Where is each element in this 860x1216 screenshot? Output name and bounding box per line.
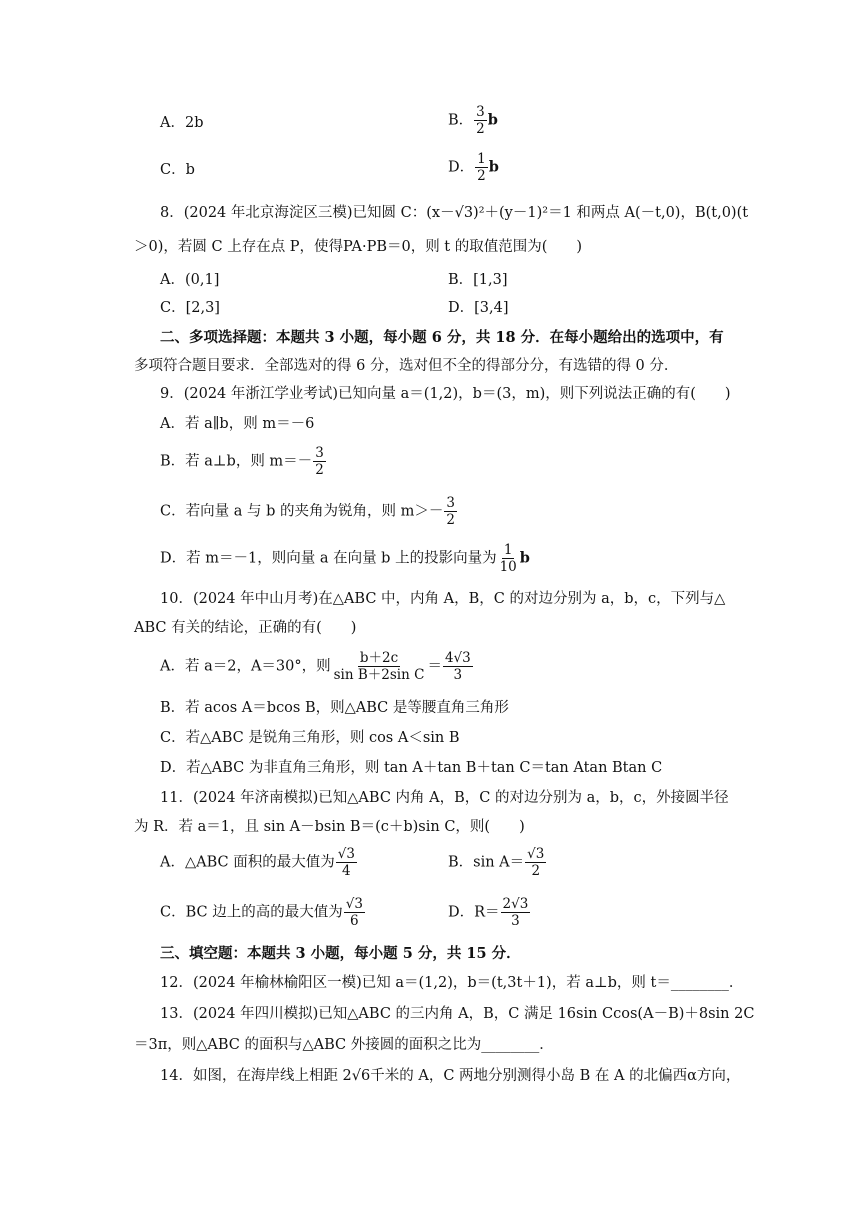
q11-option-b: B．sin A＝ $\frac{√3}{2}$ xyxy=(448,846,545,879)
q10-stem-line1: 10．(2024 年中山月考)在△ABC 中，内角 A，B，C 的对边分别为 a，b，c，下列与△ xyxy=(160,591,726,607)
section2-heading-line1: 二、多项选择题：本题共 3 小题，每小题 6 分，共 18 分．在每小题给出的选项中，有 xyxy=(160,329,724,346)
q13-stem-line1: 13．(2024 年四川模拟)已知△ABC 的三内角 A，B，C 满足 16sin Ccos(A－B)＋8sin 2C xyxy=(160,1006,755,1022)
q8-option-b: B．[1,3] xyxy=(448,272,508,288)
q7-option-a: A．2b xyxy=(160,115,204,131)
q9-stem: 9．(2024 年浙江学业考试)已知向量 a＝(1,2)，b＝(3，m)，则下列说法正确的有( ) xyxy=(160,386,731,402)
q10-stem-line2: ABC 有关的结论，正确的有( ) xyxy=(134,620,357,636)
q9-option-b: B．若 a⊥b，则 m＝－ $\frac{3}{2}$ xyxy=(160,445,324,478)
q11-stem-line2: 为 R．若 a＝1，且 sin A－bsin B＝(c＋b)sin C，则( ) xyxy=(134,819,525,835)
q7-option-b: B． $\frac{3}{2}$ b xyxy=(448,104,498,137)
q9-option-c: C．若向量 a 与 b 的夹角为锐角，则 m＞－ $\frac{3}{2}$ xyxy=(160,495,455,528)
q8-option-d: D．[3,4] xyxy=(448,300,509,316)
q13-stem-line2: ＝3π，则△ABC 的面积与△ABC 外接圆的面积之比为________． xyxy=(134,1037,554,1053)
q11-option-a: A．△ABC 面积的最大值为 $\frac{√3}{4}$ xyxy=(160,846,355,879)
q8-option-c: C．[2,3] xyxy=(160,300,220,316)
q11-option-c: C．BC 边上的高的最大值为 $\frac{√3}{6}$ xyxy=(160,896,363,929)
q7-option-c: C．b xyxy=(160,162,195,178)
section3-heading: 三、填空题：本题共 3 小题，每小题 5 分，共 15 分． xyxy=(160,945,521,962)
q10-option-d: D．若△ABC 为非直角三角形，则 tan A＋tan B＋tan C＝tan Atan Btan C xyxy=(160,760,663,776)
q10-option-c: C．若△ABC 是锐角三角形，则 cos A＜sin B xyxy=(160,730,460,746)
q11-stem-line1: 11．(2024 年济南模拟)已知△ABC 内角 A，B，C 的对边分别为 a，b，c，外接圆半径 xyxy=(160,790,729,806)
q10-option-b: B．若 acos A＝bcos B，则△ABC 是等腰直角三角形 xyxy=(160,700,509,716)
q7-option-d: D． $\frac{1}{2}$ b xyxy=(448,151,499,184)
q14-stem-line1: 14．如图，在海岸线上相距 2√6千米的 A，C 两地分别测得小岛 B 在 A 的北偏西α方向， xyxy=(160,1068,741,1084)
q12-stem: 12．(2024 年榆林榆阳区一模)已知 a＝(1,2)，b＝(t,3t＋1)，若 a⊥b，则 t＝________． xyxy=(160,975,744,991)
q9-option-d: D．若 m＝－1，则向量 a 在向量 b 上的投影向量为 $\frac{1}{10}$ b xyxy=(160,542,530,575)
q10-option-a: A．若 a＝2，A＝30°，则 $\frac{b+2c}{\text{sin B＋2sin C}}$ ＝ $\frac{4√3}{3}$ xyxy=(160,650,471,683)
q8-stem-line2: ＞0)，若圆 C 上存在点 P，使得PA·PB＝0，则 t 的取值范围为( ) xyxy=(134,239,583,255)
q8-stem-line1: 8．(2024 年北京海淀区三模)已知圆 C：(x－√3)²＋(y－1)²＝1 和两点 A(－t,0)，B(t,0)(t xyxy=(160,205,749,221)
section2-heading-line2: 多项符合题目要求．全部选对的得 6 分，选对但不全的得部分分，有选错的得 0 分． xyxy=(134,358,679,374)
q11-option-d: D．R＝ $\frac{2√3}{3}$ xyxy=(448,896,529,929)
q8-option-a: A．(0,1] xyxy=(160,272,220,288)
q9-option-a: A．若 a∥b，则 m＝－6 xyxy=(160,416,315,432)
